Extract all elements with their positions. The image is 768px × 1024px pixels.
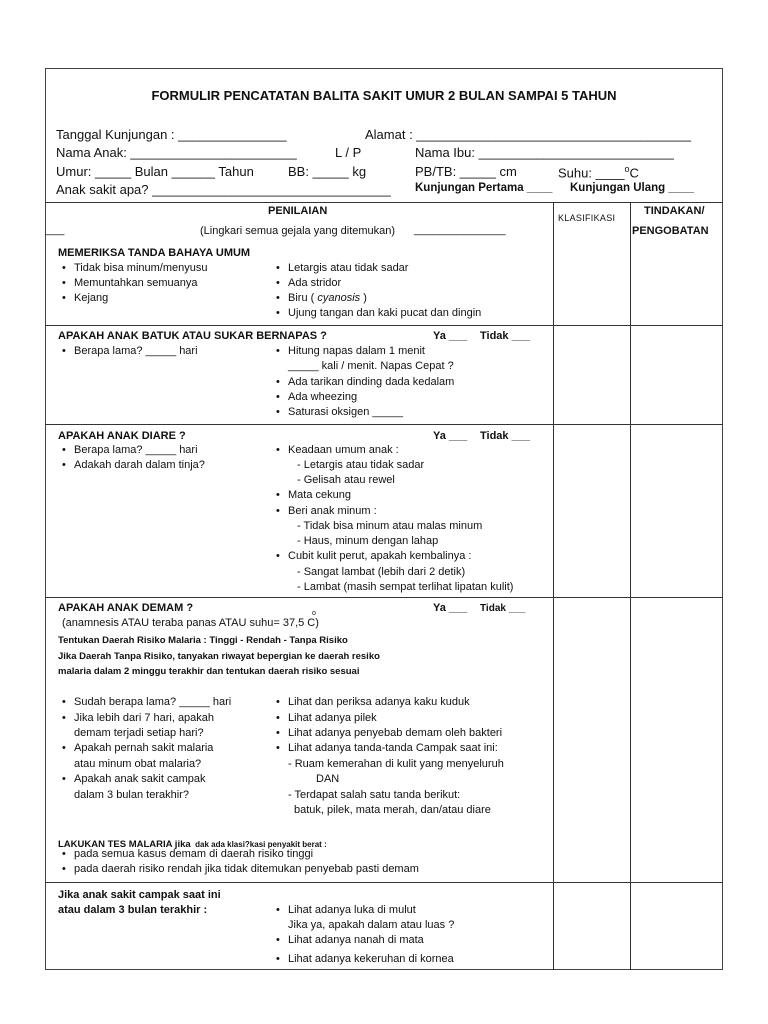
- symptom-item-biru[interactable]: [276, 292, 367, 304]
- lakukan-label: LAKUKAN TES MALARIA jika: [58, 839, 191, 850]
- section-tanda-bahaya-title: MEMERIKSA TANDA BAHAYA UMUM: [58, 247, 251, 259]
- suhu-unit: C: [629, 165, 639, 181]
- symptom-item-cont: dalam 3 bulan terakhir?: [74, 789, 189, 801]
- symptom-item[interactable]: • Ada stridor: [276, 277, 341, 289]
- section-demam-title: APAKAH ANAK DEMAM ?: [58, 602, 194, 614]
- section-campak-title: Jika anak sakit campak saat ini: [58, 889, 221, 901]
- tindakan-column-line: [630, 203, 631, 970]
- symptom-subitem[interactable]: - Ruam kemerahan di kulit yang menyeluruh: [288, 758, 504, 770]
- biru-close: ): [360, 292, 367, 304]
- symptom-subitem[interactable]: - Letargis atau tidak sadar: [297, 459, 425, 471]
- anamnesis-note: (anamnesis ATAU teraba panas ATAU suhu= 37,5 C): [62, 617, 319, 629]
- row-divider: [45, 882, 723, 883]
- symptom-item[interactable]: • Kejang: [62, 292, 108, 304]
- symptom-item[interactable]: • Lihat adanya kekeruhan di kornea: [276, 953, 454, 965]
- symptom-subitem-cont: batuk, pilek, mata merah, dan/atau diare: [294, 804, 491, 816]
- section-campak-title-2: atau dalam 3 bulan terakhir :: [58, 904, 208, 916]
- suhu-label: Suhu: ____: [558, 165, 625, 181]
- symptom-item[interactable]: • Lihat dan periksa adanya kaku kuduk: [276, 696, 470, 708]
- tentukan-risiko: Tentukan Daerah Risiko Malaria : Tinggi - Rendah - Tanpa Risiko: [58, 635, 348, 646]
- alamat-field[interactable]: Alamat : ______________________________________: [365, 127, 692, 142]
- symptom-item[interactable]: • Ada tarikan dinding dada kedalam: [276, 376, 454, 388]
- symptom-item[interactable]: • Adakah darah dalam tinja?: [62, 459, 205, 471]
- cyanosis-text: cyanosis: [317, 292, 361, 304]
- symptom-item[interactable]: • Saturasi oksigen _____: [276, 406, 403, 418]
- suhu-field[interactable]: [558, 164, 639, 180]
- symptom-item[interactable]: • Cubit kulit perut, apakah kembalinya :: [276, 550, 471, 562]
- symptom-item[interactable]: • Letargis atau tidak sadar: [276, 262, 408, 274]
- kunjungan-pertama-field[interactable]: Kunjungan Pertama ____: [415, 182, 553, 194]
- jika-tanpa-risiko: Jika Daerah Tanpa Risiko, tanyakan riwayat bepergian ke daerah resiko: [58, 651, 380, 662]
- symptom-item[interactable]: • Jika lebih dari 7 hari, apakah: [62, 712, 214, 724]
- symptom-item[interactable]: • Ada wheezing: [276, 391, 357, 403]
- row-divider: [45, 424, 723, 425]
- degree-mark: o: [312, 610, 316, 617]
- tes-item[interactable]: • pada semua kasus demam di daerah risiko tinggi: [62, 848, 313, 860]
- degree-sign: o: [624, 164, 630, 174]
- symptom-subitem[interactable]: - Terdapat salah satu tanda berikut:: [288, 789, 461, 801]
- symptom-item[interactable]: • Lihat adanya nanah di mata: [276, 934, 424, 946]
- kunjungan-ulang-field[interactable]: Kunjungan Ulang ____: [570, 182, 694, 194]
- symptom-item[interactable]: • Ujung tangan dan kaki pucat dan dingin: [276, 307, 481, 319]
- symptom-item[interactable]: • Tidak bisa minum/menyusu: [62, 262, 207, 274]
- symptom-subitem[interactable]: - Haus, minum dengan lahap: [297, 535, 439, 547]
- symptom-item[interactable]: • Sudah berapa lama? _____ hari: [62, 696, 231, 708]
- symptom-item[interactable]: • Berapa lama? _____ hari: [62, 444, 198, 456]
- pengobatan-header: PENGOBATAN: [632, 225, 709, 237]
- form-title: FORMULIR PENCATATAN BALITA SAKIT UMUR 2 BULAN SAMPAI 5 TAHUN: [151, 88, 617, 103]
- klasifikasi-column-line: [553, 203, 554, 970]
- diare-ya[interactable]: Ya ___: [433, 430, 468, 442]
- symptom-item[interactable]: • Lihat adanya pilek: [276, 712, 377, 724]
- symptom-item[interactable]: • Apakah pernah sakit malaria: [62, 742, 213, 754]
- symptom-item-cont[interactable]: Jika ya, apakah dalam atau luas ?: [288, 919, 455, 931]
- anak-sakit-field[interactable]: Anak sakit apa? _________________________________: [56, 182, 391, 197]
- napas-count-field[interactable]: _____ kali / menit. Napas Cepat ?: [288, 360, 454, 372]
- nama-anak-field[interactable]: Nama Anak: _______________________: [56, 145, 297, 160]
- batuk-tidak[interactable]: Tidak ___: [480, 330, 530, 342]
- lakukan-condition: dak ada klasi?kasi penyakit berat :: [195, 840, 327, 849]
- section-batuk-title: APAKAH ANAK BATUK ATAU SUKAR BERNAPAS ?: [58, 330, 327, 342]
- symptom-item[interactable]: • Lihat adanya tanda-tanda Campak saat ini:: [276, 742, 498, 754]
- left-blank: ___: [46, 224, 65, 236]
- tanggal-kunjungan-field[interactable]: Tanggal Kunjungan : _______________: [56, 127, 287, 142]
- demam-tidak[interactable]: Tidak ___: [480, 603, 526, 614]
- nama-ibu-field[interactable]: Nama Ibu: ___________________________: [415, 145, 674, 160]
- diare-tidak[interactable]: Tidak ___: [480, 430, 530, 442]
- tes-item[interactable]: • pada daerah risiko rendah jika tidak ditemukan penyebab pasti demam: [62, 863, 419, 875]
- row-divider: [45, 597, 723, 598]
- bb-field[interactable]: BB: _____ kg: [288, 164, 367, 179]
- umur-field[interactable]: Umur: _____ Bulan ______ Tahun: [56, 164, 254, 179]
- symptom-item[interactable]: • Mata cekung: [276, 489, 351, 501]
- batuk-ya[interactable]: Ya ___: [433, 330, 468, 342]
- symptom-item[interactable]: • Keadaan umum anak :: [276, 444, 399, 456]
- gender-field[interactable]: L / P: [335, 145, 362, 160]
- symptom-item[interactable]: • Lihat adanya penyebab demam oleh bakteri: [276, 727, 502, 739]
- dan-label: DAN: [316, 773, 340, 785]
- symptom-subitem[interactable]: - Gelisah atau rewel: [297, 474, 395, 486]
- row-divider: [45, 325, 723, 326]
- penilaian-header: PENILAIAN: [268, 205, 328, 217]
- tindakan-header: TINDAKAN/: [644, 205, 705, 217]
- symptom-subitem[interactable]: - Sangat lambat (lebih dari 2 detik): [297, 566, 466, 578]
- symptom-item-cont: atau minum obat malaria?: [74, 758, 202, 770]
- symptom-item[interactable]: • Apakah anak sakit campak: [62, 773, 205, 785]
- symptom-item[interactable]: • Beri anak minum :: [276, 505, 377, 517]
- table-top-line: [45, 202, 723, 203]
- pbtb-field[interactable]: PB/TB: _____ cm: [415, 164, 517, 179]
- right-blank: _______________: [414, 224, 506, 236]
- symptom-item[interactable]: • Memuntahkan semuanya: [62, 277, 198, 289]
- biru-text: Biru (: [288, 292, 318, 304]
- section-diare-title: APAKAH ANAK DIARE ?: [58, 430, 186, 442]
- symptom-item[interactable]: • Hitung napas dalam 1 menit: [276, 345, 425, 357]
- symptom-item[interactable]: • Berapa lama? _____ hari: [62, 345, 198, 357]
- lingkari-note: (Lingkari semua gejala yang ditemukan): [200, 225, 396, 237]
- jika-tanpa-risiko-2: malaria dalam 2 minggu terakhir dan tentukan daerah risiko sesuai: [58, 666, 360, 677]
- symptom-subitem[interactable]: - Tidak bisa minum atau malas minum: [297, 520, 483, 532]
- symptom-item[interactable]: • Lihat adanya luka di mulut: [276, 904, 416, 916]
- symptom-subitem[interactable]: - Lambat (masih sempat terlihat lipatan kulit): [297, 581, 514, 593]
- demam-ya[interactable]: Ya ___: [433, 602, 468, 614]
- klasifikasi-header: KLASIFIKASI: [558, 213, 616, 223]
- symptom-item-cont: demam terjadi setiap hari?: [74, 727, 204, 739]
